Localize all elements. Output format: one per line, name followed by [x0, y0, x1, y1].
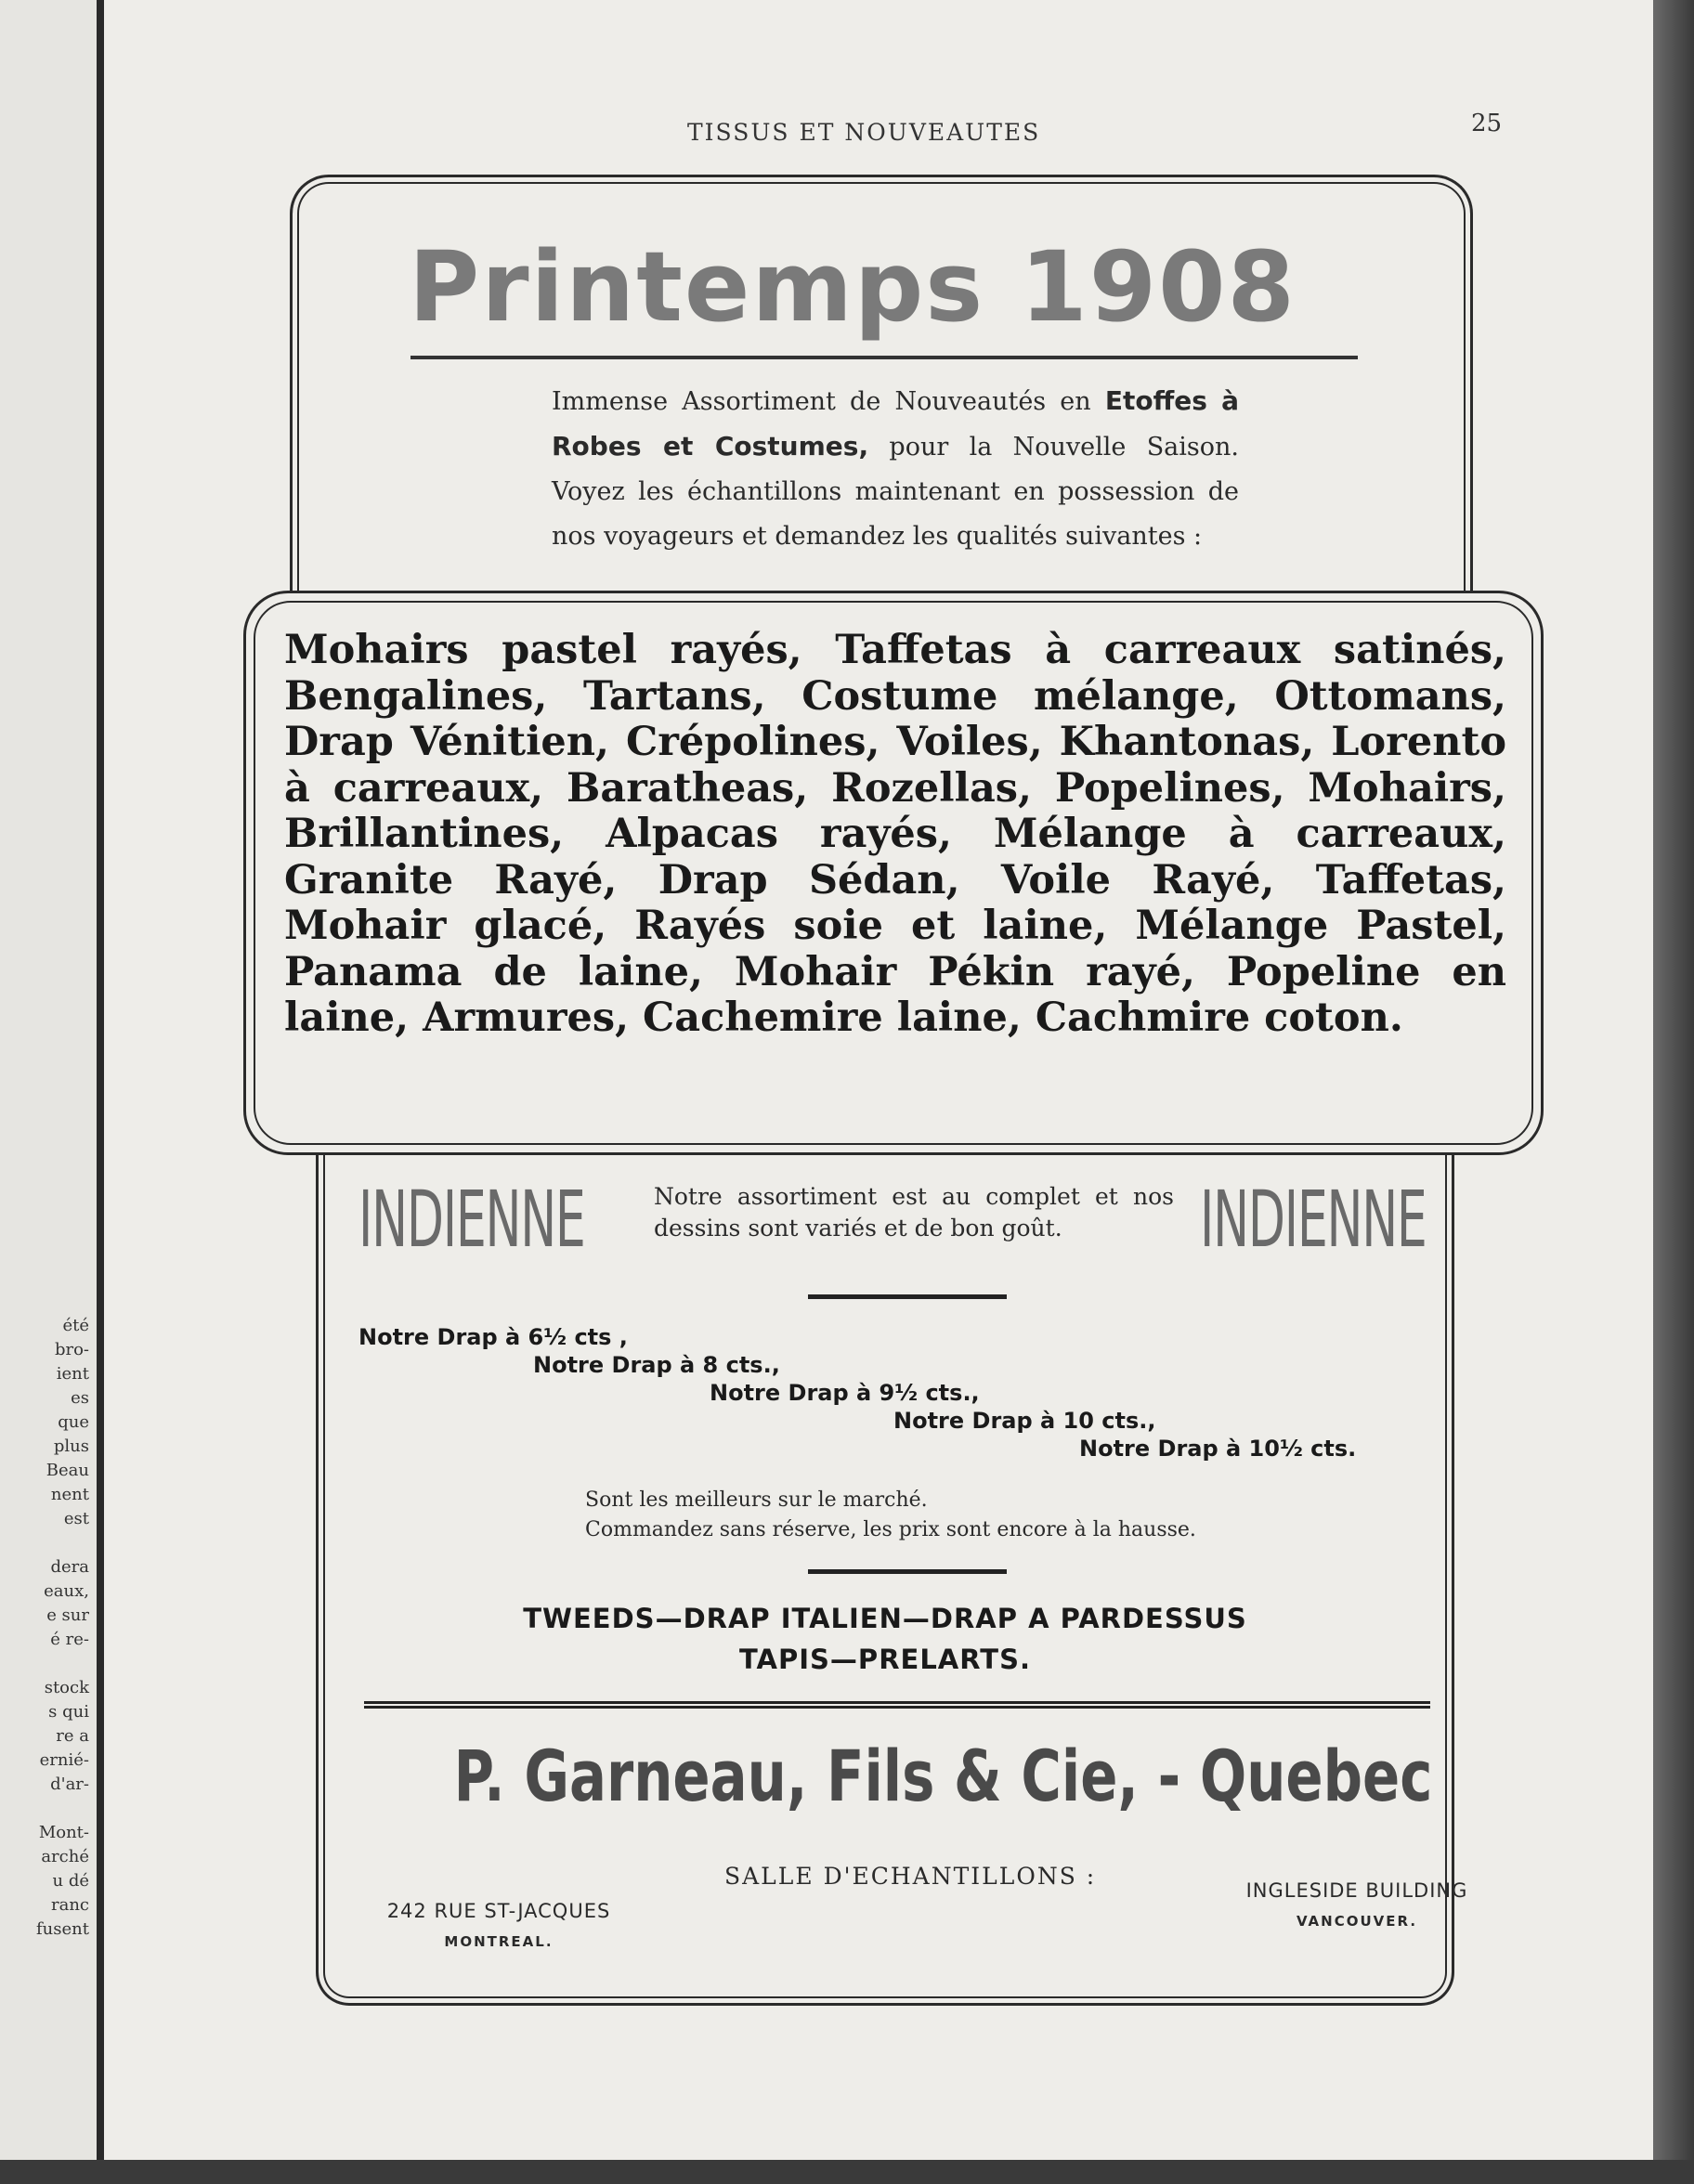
indienne-left: INDIENNE: [358, 1174, 585, 1265]
text-fragment: fusent: [36, 1919, 89, 1939]
intro-text-rest: pour la Nouvelle Saison. Voyez les échantillons maintenant en possession de nos voyageurs et demandez les qualités suivantes :: [552, 433, 1240, 551]
tapis-line: TAPIS—PRELARTS.: [739, 1644, 1031, 1675]
text-fragment: stock: [44, 1678, 89, 1697]
intro-bold-robes: à Robes et Costumes,: [552, 385, 1239, 462]
text-fragment: arché: [41, 1847, 89, 1866]
intro-text: Immense Assortiment de Nouveautés en: [552, 387, 1105, 416]
text-fragment: es: [71, 1388, 89, 1408]
text-fragment: [6, 1797, 89, 1821]
text-fragment: s qui: [48, 1702, 89, 1722]
salle-echantillons: SALLE D'ECHANTILLONS :: [724, 1863, 1097, 1890]
drap-price-line: Notre Drap à 6½ cts ,: [358, 1324, 628, 1350]
text-fragment: que: [58, 1412, 89, 1432]
fabrics-list: Mohairs pastel rayés, Taffetas à carreaux satinés, Bengalines, Tartans, Costume mélange, Ottomans, Drap Vénitien, Crépolines, Voiles, Khantonas, Lorento à carreaux, Baratheas, Rozellas, Popelines, Mohairs, Brillantines, Alpacas rayés, Mélange à carreaux, Granite Rayé, Drap Sédan, Voile Rayé, Taffetas, Mohair glacé, Rayés soie et laine, Mélange Pastel, Panama de laine, Mohair Pékin rayé, Popeline en laine, Armures, Cachemire laine, Cachmire coton.: [284, 627, 1506, 1041]
text-fragment: [6, 1531, 89, 1555]
text-fragment: plus: [53, 1436, 89, 1456]
address-city: VANCOUVER.: [1296, 1913, 1418, 1930]
text-fragment: nent: [50, 1485, 89, 1504]
drap-price-line: Notre Drap à 9½ cts.,: [710, 1380, 980, 1406]
text-fragment: ranc: [50, 1895, 89, 1915]
book-gutter: [97, 0, 104, 2184]
section-rule: [808, 1569, 1007, 1574]
book-edge: [1653, 0, 1694, 2184]
tweeds-line: TWEEDS—DRAP ITALIEN—DRAP A PARDESSUS: [523, 1603, 1247, 1634]
facing-page-text: [6, 1314, 89, 1942]
sont-line: Sont les meilleurs sur le marché.: [585, 1488, 928, 1512]
text-fragment: Beau: [46, 1461, 89, 1480]
text-fragment: [6, 1652, 89, 1676]
ad-title: Printemps 1908: [409, 230, 1297, 344]
title-rule: [410, 356, 1358, 359]
sont-line: Commandez sans réserve, les prix sont encore à la hausse.: [585, 1518, 1196, 1541]
address-city: MONTREAL.: [444, 1933, 554, 1950]
text-fragment: bro-: [54, 1340, 89, 1359]
text-fragment: dera: [50, 1557, 89, 1577]
text-fragment: u dé: [52, 1871, 89, 1891]
address-vancouver: [1231, 1879, 1482, 1930]
indienne-right: INDIENNE: [1200, 1174, 1427, 1265]
sont-paragraph: [585, 1486, 1196, 1545]
address-montreal: [364, 1900, 633, 1950]
running-head: TISSUS ET NOUVEAUTES: [687, 119, 1041, 146]
text-fragment: re a: [56, 1726, 89, 1746]
text-fragment: ient: [56, 1364, 89, 1384]
address-building: INGLESIDE BUILDING: [1245, 1879, 1468, 1902]
drap-price-line: Notre Drap à 10½ cts.: [1079, 1436, 1357, 1462]
facing-page-edge: [0, 0, 97, 2184]
text-fragment: ernié-: [39, 1750, 89, 1770]
address-street: 242 RUE ST-JACQUES: [386, 1900, 611, 1922]
intro-paragraph: [552, 379, 1239, 559]
text-fragment: e sur: [46, 1606, 89, 1625]
drap-price-line: Notre Drap à 10 cts.,: [893, 1408, 1156, 1434]
text-fragment: été: [62, 1316, 89, 1335]
drap-price-line: Notre Drap à 8 cts.,: [533, 1352, 780, 1378]
intro-bold-etoffes: Etoffes: [1104, 385, 1207, 416]
section-rule: [808, 1294, 1007, 1299]
text-fragment: é re-: [50, 1630, 89, 1649]
text-fragment: Mont-: [38, 1823, 89, 1842]
scan-bottom-edge: [0, 2160, 1694, 2184]
text-fragment: est: [63, 1509, 89, 1528]
double-rule: [364, 1701, 1430, 1709]
text-fragment: d'ar-: [50, 1774, 89, 1794]
company-name-text: P. Garneau, Fils & Cie, - Quebec: [453, 1735, 1433, 1817]
assortment-text: Notre assortiment est au complet et nos dessins sont variés et de bon goût.: [654, 1183, 1174, 1242]
company-name: [316, 1735, 1454, 1817]
text-fragment: eaux,: [44, 1581, 89, 1601]
page-number: 25: [1471, 110, 1503, 137]
